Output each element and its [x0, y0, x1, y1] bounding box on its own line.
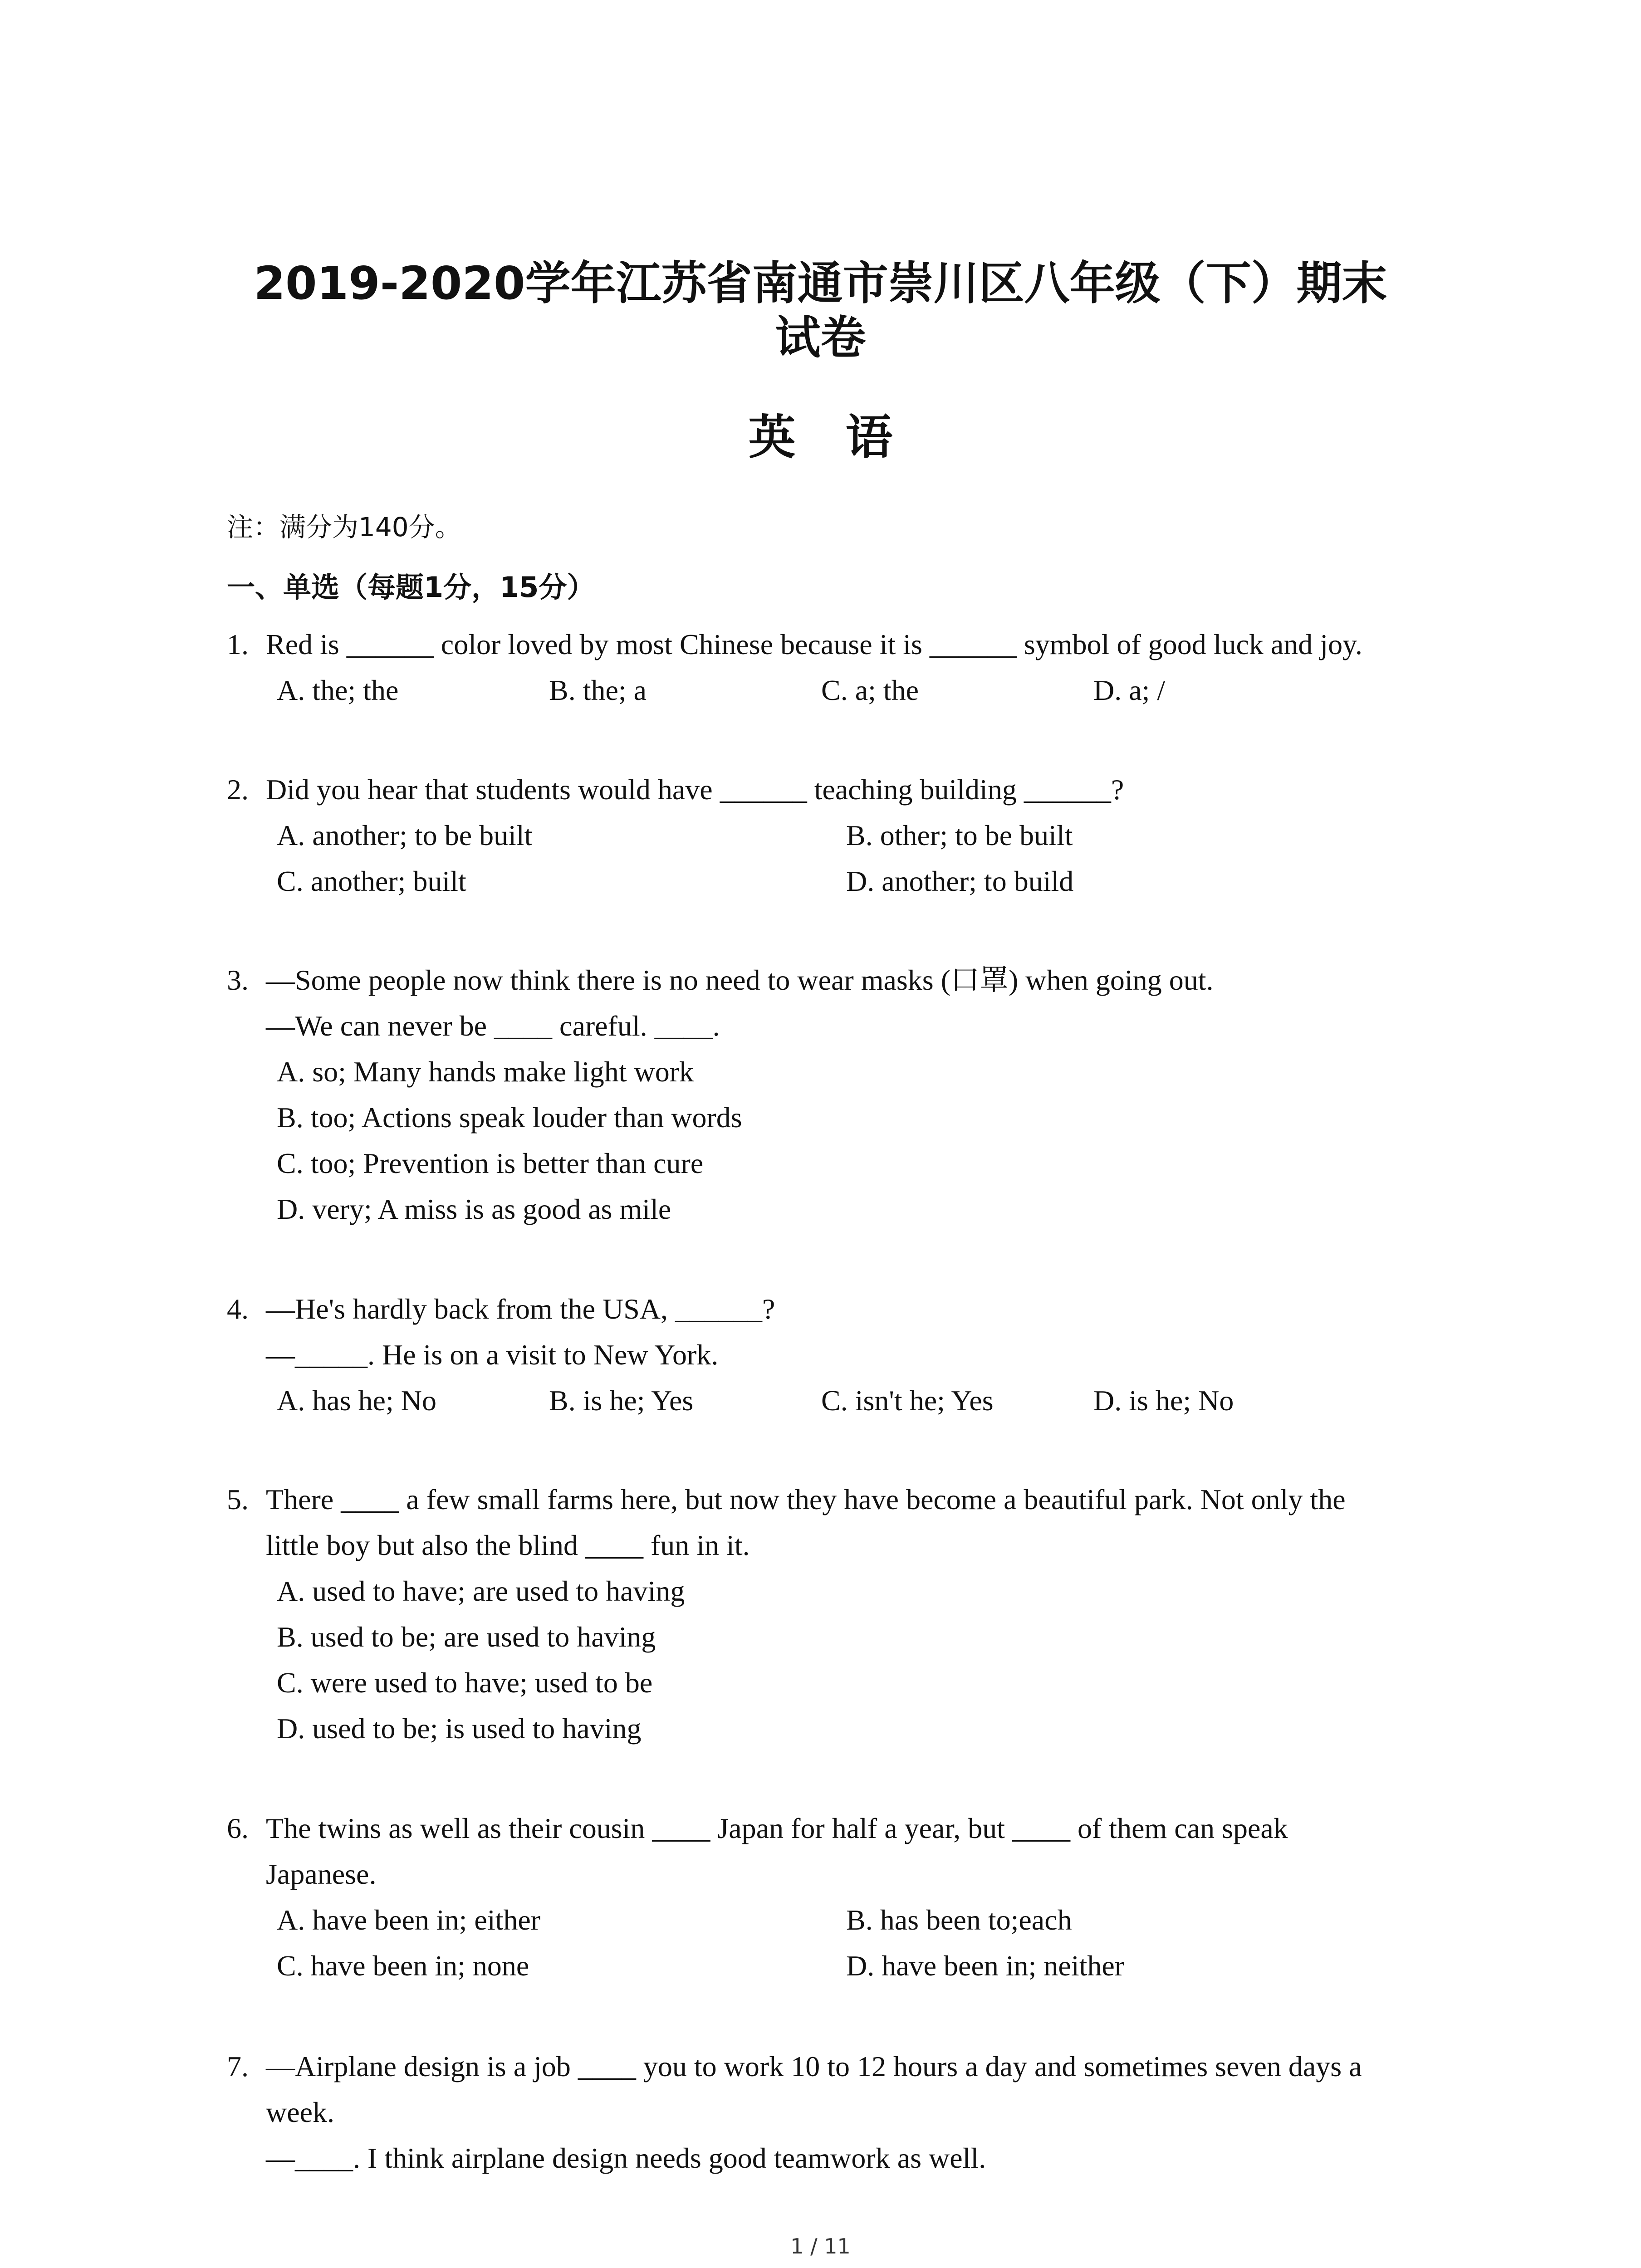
option-d: D. is he; No — [1093, 1384, 1234, 1417]
question-stem-line-2: little boy but also the blind ____ fun in it. — [266, 1529, 750, 1561]
option-c: C. have been in; none — [277, 1950, 529, 1982]
exam-title-line-2: 试卷 — [775, 311, 866, 364]
option-d: D. have been in; neither — [846, 1950, 1125, 1982]
option-c: C. a; the — [821, 674, 919, 706]
option-b: B. is he; Yes — [549, 1384, 694, 1417]
option-d: D. very; A miss is as good as mile — [277, 1193, 671, 1225]
question-number: 6. — [227, 1812, 249, 1844]
option-c: C. another; built — [277, 865, 466, 897]
subject-heading: 英语 — [748, 410, 943, 465]
option-b: B. has been to;each — [846, 1904, 1072, 1936]
option-b: B. used to be; are used to having — [277, 1621, 656, 1653]
option-c: C. too; Prevention is better than cure — [277, 1147, 704, 1179]
option-a: A. so; Many hands make light work — [277, 1056, 694, 1088]
question-number: 2. — [227, 773, 249, 806]
question-stem-line-2: —We can never be ____ careful. ____. — [266, 1010, 720, 1042]
question-number: 5. — [227, 1483, 249, 1515]
question-2 — [227, 767, 1452, 904]
option-a: A. another; to be built — [277, 819, 533, 851]
question-stem-line-2: week. — [266, 2096, 335, 2128]
score-note: 注：满分为140分。 — [227, 512, 461, 543]
option-b: B. the; a — [549, 674, 647, 706]
option-c: C. were used to have; used to be — [277, 1667, 653, 1699]
option-a: A. has he; No — [277, 1384, 436, 1417]
question-stem: Red is ______ color loved by most Chinese because it is ______ symbol of good luck and joy. — [266, 628, 1362, 660]
question-number: 4. — [227, 1293, 249, 1325]
option-a: A. the; the — [277, 674, 399, 706]
question-stem-line-2: —_____. He is on a visit to New York. — [266, 1339, 719, 1371]
question-number: 3. — [227, 964, 249, 996]
question-number: 1. — [227, 628, 249, 660]
option-a: A. have been in; either — [277, 1904, 541, 1936]
question-number: 7. — [227, 2050, 249, 2082]
question-stem-line-1: There ____ a few small farms here, but now they have become a beautiful park. Not only the — [266, 1483, 1346, 1515]
section-heading-single-choice: 一、单选（每题1分，15分） — [227, 571, 595, 604]
question-stem-line-1: —Airplane design is a job ____ you to work 10 to 12 hours a day and sometimes seven days a — [266, 2050, 1362, 2082]
option-d: D. a; / — [1093, 674, 1166, 706]
question-7 — [227, 2043, 1452, 2181]
option-c: C. isn't he; Yes — [821, 1384, 994, 1417]
question-4 — [227, 1286, 1452, 1423]
question-stem-line-3: —____. I think airplane design needs good teamwork as well. — [266, 2142, 986, 2174]
question-6 — [227, 1805, 1452, 1989]
option-b: B. too; Actions speak louder than words — [277, 1101, 742, 1134]
option-d: D. another; to build — [846, 865, 1074, 897]
question-stem-line-1: The twins as well as their cousin ____ Japan for half a year, but ____ of them can speak — [266, 1812, 1288, 1844]
question-3 — [227, 957, 1452, 1232]
question-stem-line-2: Japanese. — [266, 1858, 377, 1890]
option-b: B. other; to be built — [846, 819, 1073, 851]
question-stem-line-1: —He's hardly back from the USA, ______? — [266, 1293, 775, 1325]
option-a: A. used to have; are used to having — [277, 1575, 685, 1607]
option-d: D. used to be; is used to having — [277, 1712, 642, 1745]
page-number: 1 / 11 — [790, 2234, 851, 2258]
exam-title-line-1: 2019-2020学年江苏省南通市崇川区八年级（下）期末 — [254, 257, 1387, 310]
question-stem: Did you hear that students would have ______ teaching building ______? — [266, 773, 1124, 806]
question-stem-line-1: —Some people now think there is no need to wear masks (口罩) when going out. — [266, 964, 1214, 996]
question-5 — [227, 1476, 1452, 1751]
question-1 — [227, 621, 1452, 713]
